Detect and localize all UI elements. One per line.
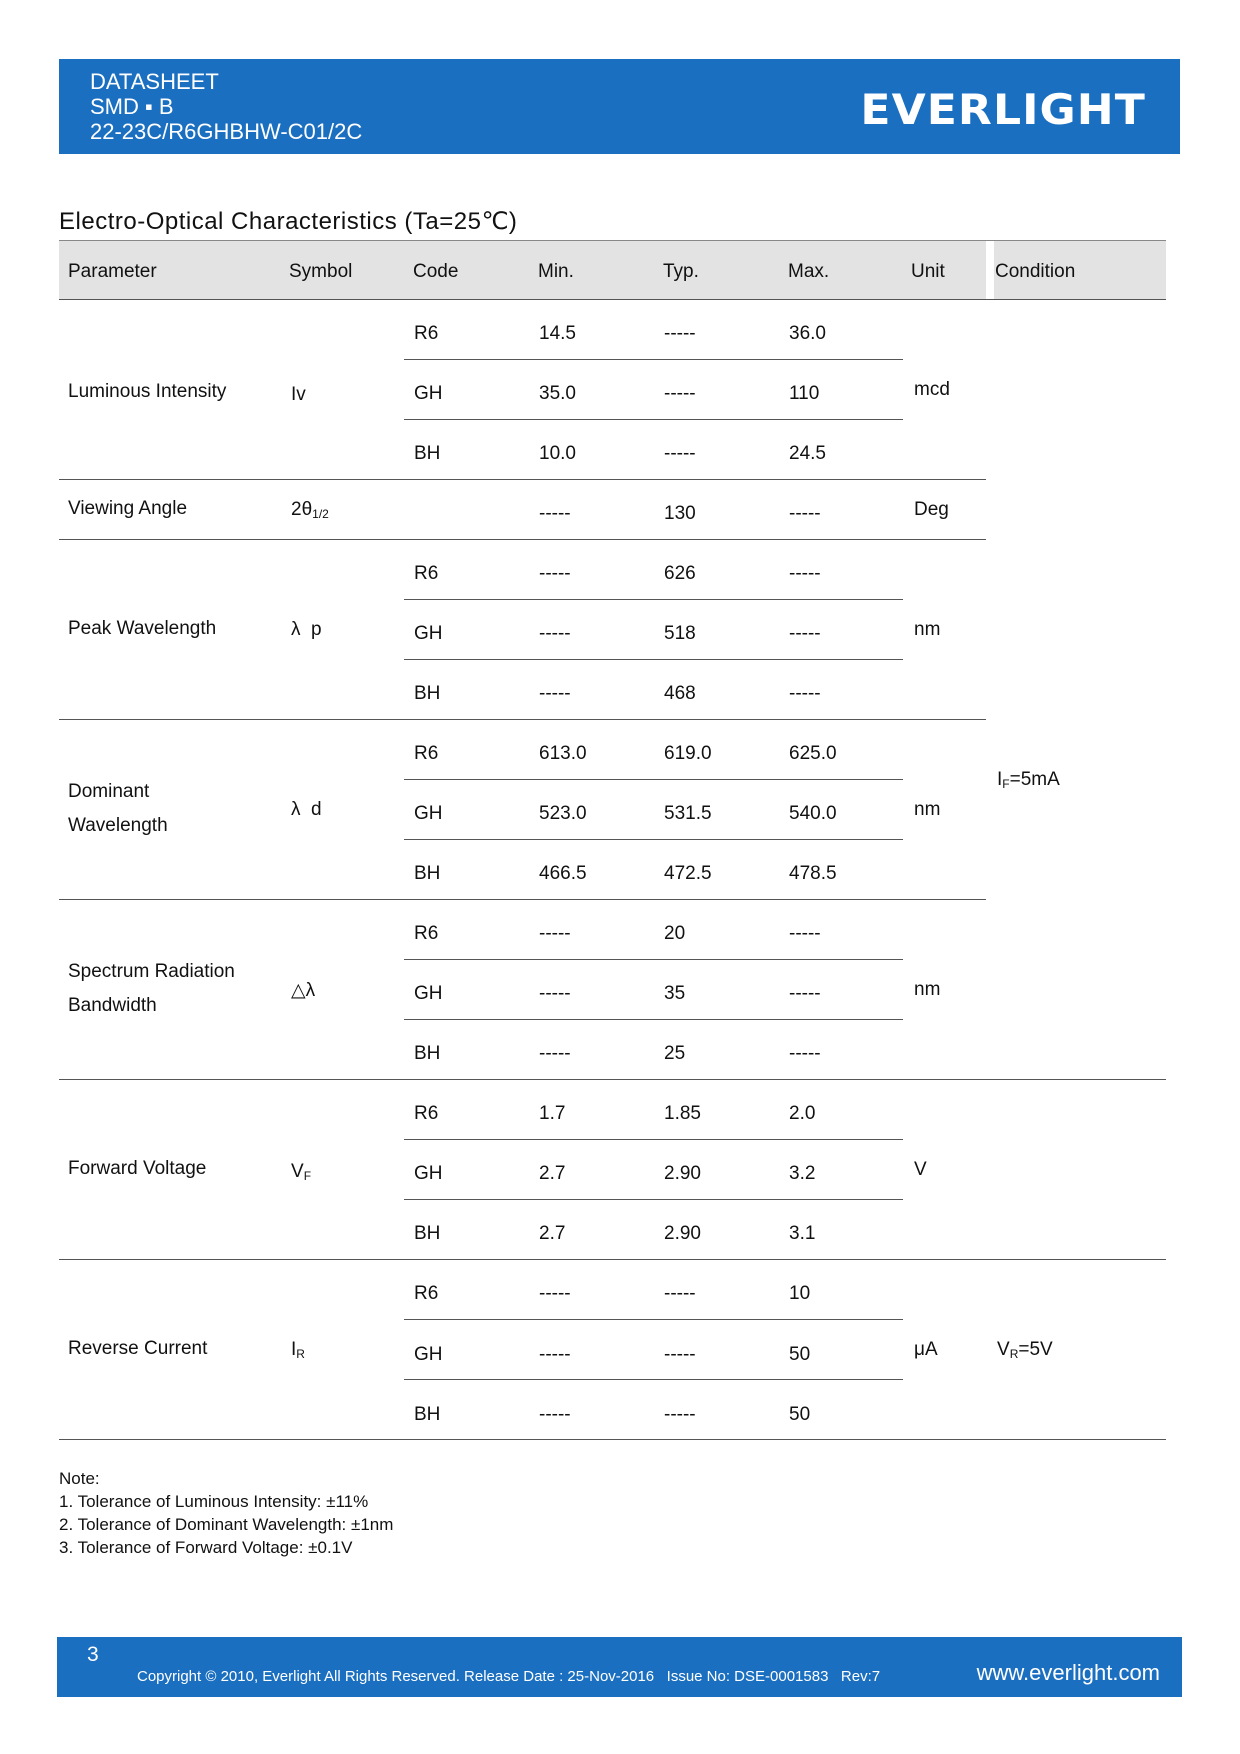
notes-title: Note: xyxy=(59,1469,100,1488)
code-cell: BH xyxy=(414,1223,441,1244)
rule-table-bottom xyxy=(59,1259,1166,1260)
symbol-iv: Iv xyxy=(291,384,306,405)
note-item: 2. Tolerance of Dominant Wavelength: ±1nm xyxy=(59,1515,394,1534)
typ-cell: 531.5 xyxy=(664,803,712,824)
section-title: Electro-Optical Characteristics (Ta=25℃) xyxy=(59,208,518,235)
typ-cell: 130 xyxy=(664,503,696,524)
symbol-delta-lambda: △λ xyxy=(291,980,316,1001)
max-cell: 110 xyxy=(789,383,820,404)
header-symbol: Symbol xyxy=(289,261,353,282)
unit-nm: nm xyxy=(914,979,941,1000)
header-code: Code xyxy=(413,261,459,282)
param-line: Wavelength xyxy=(68,815,168,836)
code-cell: R6 xyxy=(414,743,439,764)
min-cell: ----- xyxy=(539,503,571,524)
param-line: Dominant xyxy=(68,781,150,802)
typ-cell: 20 xyxy=(664,923,686,944)
typ-cell: 619.0 xyxy=(664,743,712,764)
rule-row xyxy=(404,419,903,420)
code-cell: BH xyxy=(414,1404,441,1425)
max-cell: 3.2 xyxy=(789,1163,816,1184)
param-line: Spectrum Radiation xyxy=(68,961,235,982)
param-line: Bandwidth xyxy=(68,995,157,1016)
typ-cell: 25 xyxy=(664,1043,686,1064)
min-cell: ----- xyxy=(539,1404,571,1425)
typ-cell: 2.90 xyxy=(664,1163,701,1184)
symbol-viewing-angle xyxy=(291,499,329,521)
rule-row xyxy=(404,1379,903,1380)
min-cell: 10.0 xyxy=(539,443,576,464)
code-cell: GH xyxy=(414,1163,443,1184)
min-cell: 613.0 xyxy=(539,743,587,764)
max-cell: 24.5 xyxy=(789,443,826,464)
param-luminous-intensity: Luminous Intensity xyxy=(68,381,227,402)
param-reverse-current: Reverse Current xyxy=(68,1338,208,1359)
code-cell: GH xyxy=(414,803,443,824)
min-cell: ----- xyxy=(539,683,571,704)
code-cell: BH xyxy=(414,1043,441,1064)
max-cell: 625.0 xyxy=(789,743,837,764)
code-cell: GH xyxy=(414,983,443,1004)
note-item: 3. Tolerance of Forward Voltage: ±0.1V xyxy=(59,1538,353,1557)
symbol-vf xyxy=(291,1161,311,1183)
code-cell: GH xyxy=(414,623,443,644)
typ-cell: ----- xyxy=(664,1344,696,1365)
rule-table-end xyxy=(59,1439,1166,1440)
rule-header-bottom xyxy=(59,299,1166,300)
page-header xyxy=(59,59,1180,154)
rule-row xyxy=(404,1199,903,1200)
unit-deg: Deg xyxy=(914,499,949,520)
header-max: Max. xyxy=(788,261,830,282)
characteristics-table xyxy=(59,241,1166,1441)
page-number: 3 xyxy=(87,1643,99,1666)
header-parameter: Parameter xyxy=(68,261,157,282)
condition-subscript: R xyxy=(1009,1347,1019,1361)
max-cell: ----- xyxy=(789,983,821,1004)
max-cell: ----- xyxy=(789,503,821,524)
symbol-lambda-p: λ p xyxy=(291,619,322,640)
min-cell: ----- xyxy=(539,923,571,944)
typ-cell: 468 xyxy=(664,683,696,704)
typ-cell: 2.90 xyxy=(664,1223,701,1244)
typ-cell: 518 xyxy=(664,623,696,644)
code-cell: BH xyxy=(414,683,441,704)
min-cell: ----- xyxy=(539,1344,571,1365)
rule-row xyxy=(404,959,903,960)
rule-row xyxy=(404,779,903,780)
rule-row xyxy=(404,599,903,600)
max-cell: 36.0 xyxy=(789,323,826,344)
min-cell: 14.5 xyxy=(539,323,576,344)
code-cell: R6 xyxy=(414,923,439,944)
everlight-logo: EVERLIGHT xyxy=(860,85,1146,134)
header-doc-type: DATASHEET xyxy=(90,69,219,94)
symbol-subscript: R xyxy=(296,1347,305,1361)
max-cell: 50 xyxy=(789,1404,811,1425)
param-forward-voltage: Forward Voltage xyxy=(68,1158,207,1179)
header-min: Min. xyxy=(538,261,574,282)
max-cell: ----- xyxy=(789,563,821,584)
symbol-lambda-d: λ d xyxy=(291,799,322,820)
code-cell: BH xyxy=(414,863,441,884)
rule-row xyxy=(404,839,903,840)
max-cell: 10 xyxy=(789,1283,811,1304)
header-gap xyxy=(986,241,994,299)
header-series: SMD ▪ B xyxy=(90,94,174,119)
rule-group xyxy=(59,1079,1166,1080)
rule-row xyxy=(404,359,903,360)
max-cell: 478.5 xyxy=(789,863,837,884)
param-viewing-angle: Viewing Angle xyxy=(68,498,188,519)
condition-subscript: F xyxy=(1002,777,1010,791)
param-peak-wavelength: Peak Wavelength xyxy=(68,618,217,639)
unit-v: V xyxy=(914,1159,927,1180)
max-cell: ----- xyxy=(789,923,821,944)
condition-main: I xyxy=(997,769,1003,790)
min-cell: ----- xyxy=(539,1043,571,1064)
max-cell: 50 xyxy=(789,1344,811,1365)
symbol-main: I xyxy=(291,1339,297,1360)
min-cell: 2.7 xyxy=(539,1163,566,1184)
max-cell: 2.0 xyxy=(789,1103,816,1124)
header-condition: Condition xyxy=(995,261,1076,282)
min-cell: ----- xyxy=(539,1283,571,1304)
rule-row xyxy=(404,1139,903,1140)
symbol-subscript: F xyxy=(303,1169,312,1183)
header-part-number: 22-23C/R6GHBHW-C01/2C xyxy=(90,119,363,144)
unit-ua: μA xyxy=(914,1339,938,1360)
website-link[interactable]: www.everlight.com xyxy=(976,1660,1160,1685)
min-cell: ----- xyxy=(539,563,571,584)
typ-cell: ----- xyxy=(664,1404,696,1425)
symbol-ir xyxy=(291,1339,305,1361)
unit-nm: nm xyxy=(914,799,941,820)
typ-cell: ----- xyxy=(664,443,696,464)
max-cell: ----- xyxy=(789,623,821,644)
typ-cell: ----- xyxy=(664,323,696,344)
code-cell: R6 xyxy=(414,563,439,584)
typ-cell: ----- xyxy=(664,383,696,404)
code-cell: R6 xyxy=(414,1103,439,1124)
note-item: 1. Tolerance of Luminous Intensity: ±11% xyxy=(59,1492,369,1511)
rule-group xyxy=(59,479,986,480)
max-cell: 540.0 xyxy=(789,803,837,824)
page-footer xyxy=(57,1637,1182,1697)
rule-group xyxy=(59,899,986,900)
rule-row xyxy=(404,1319,903,1320)
min-cell: 466.5 xyxy=(539,863,587,884)
typ-cell: ----- xyxy=(664,1283,696,1304)
symbol-main: 2θ xyxy=(291,499,313,520)
copyright-text: Copyright © 2010, Everlight All Rights Reserved. Release Date : 25-Nov-2016 Issue No: DSE-0001583 Rev:7 xyxy=(137,1668,881,1685)
condition-main: V xyxy=(997,1339,1010,1360)
condition-value: =5V xyxy=(1018,1339,1053,1360)
condition-value: =5mA xyxy=(1009,769,1060,790)
header-unit: Unit xyxy=(911,261,945,282)
code-cell: BH xyxy=(414,443,441,464)
max-cell: 3.1 xyxy=(789,1223,816,1244)
code-cell: R6 xyxy=(414,323,439,344)
unit-mcd: mcd xyxy=(914,379,950,400)
rule-group xyxy=(59,719,986,720)
code-cell: GH xyxy=(414,1344,443,1365)
max-cell: ----- xyxy=(789,1043,821,1064)
param-spectrum-bandwidth xyxy=(68,955,268,1023)
rule-group xyxy=(59,539,986,540)
code-cell: GH xyxy=(414,383,443,404)
symbol-subscript: 1/2 xyxy=(312,507,329,521)
param-dominant-wavelength xyxy=(68,775,168,843)
typ-cell: 1.85 xyxy=(664,1103,701,1124)
min-cell: 523.0 xyxy=(539,803,587,824)
min-cell: 1.7 xyxy=(539,1103,566,1124)
condition-if xyxy=(997,769,1060,791)
rule-row xyxy=(404,659,903,660)
min-cell: ----- xyxy=(539,623,571,644)
unit-nm: nm xyxy=(914,619,941,640)
code-cell: R6 xyxy=(414,1283,439,1304)
min-cell: ----- xyxy=(539,983,571,1004)
header-typ: Typ. xyxy=(663,261,699,282)
min-cell: 35.0 xyxy=(539,383,576,404)
min-cell: 2.7 xyxy=(539,1223,566,1244)
typ-cell: 626 xyxy=(664,563,696,584)
rule-row xyxy=(404,1019,903,1020)
typ-cell: 472.5 xyxy=(664,863,712,884)
max-cell: ----- xyxy=(789,683,821,704)
header-text xyxy=(90,69,362,144)
typ-cell: 35 xyxy=(664,983,686,1004)
condition-vr xyxy=(997,1339,1053,1361)
notes xyxy=(59,1467,393,1559)
symbol-main: V xyxy=(291,1161,304,1182)
